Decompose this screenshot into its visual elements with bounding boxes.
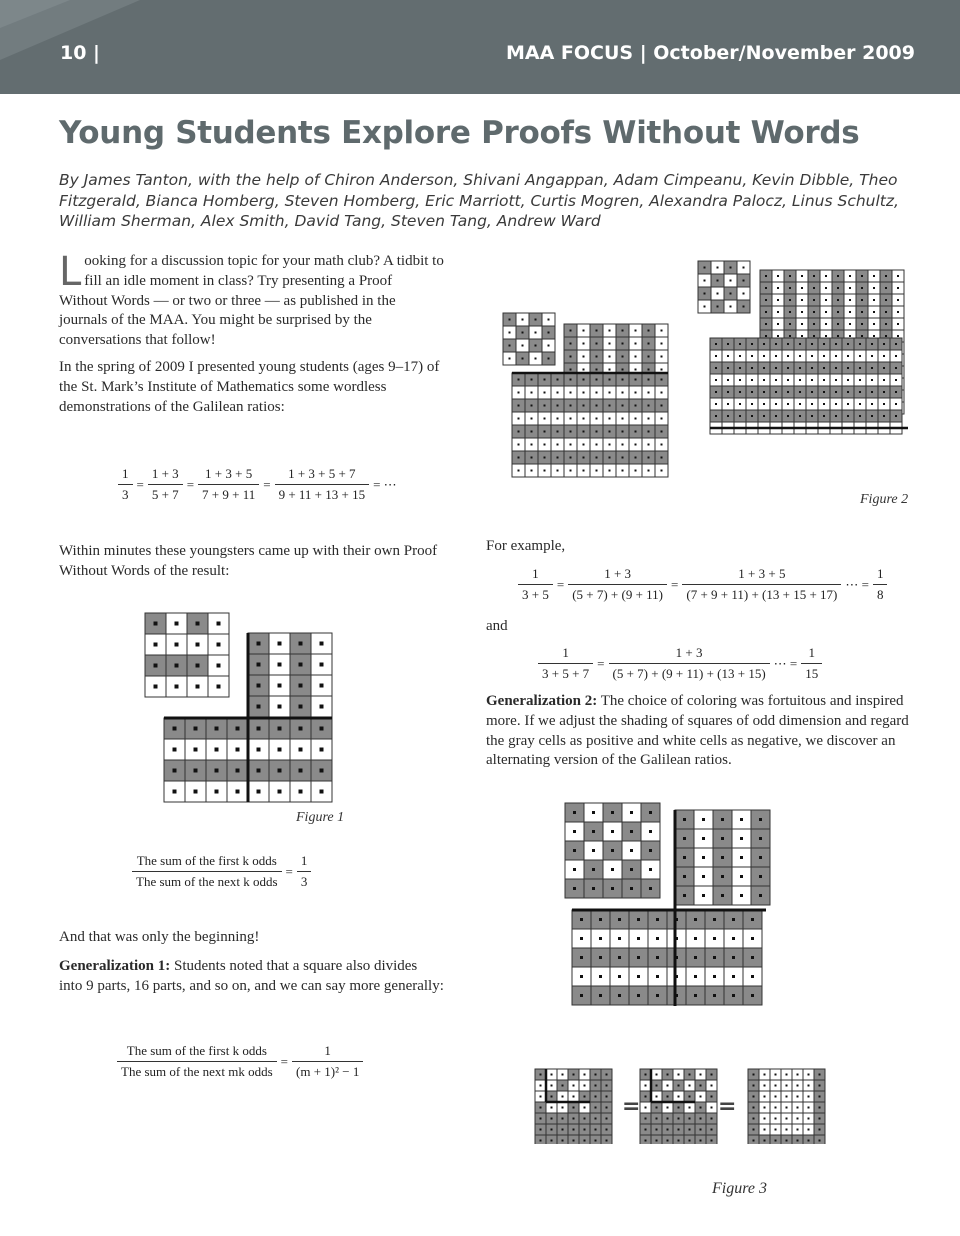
frac-den: 8 <box>876 587 884 602</box>
frac-num: 1 <box>801 645 822 664</box>
frac-num: 1 + 3 + 5 + 7 <box>275 466 370 485</box>
frac-num: 1 <box>297 853 312 872</box>
example-equation-1 <box>518 566 887 603</box>
grid-block <box>710 338 902 434</box>
example-equation-2 <box>538 645 822 682</box>
frac-den: 15 <box>805 666 819 681</box>
ellipsis-tail: ⋯ = <box>845 576 869 592</box>
frac-num: 1 <box>873 566 888 585</box>
grid-block <box>145 613 229 697</box>
equals-sign: = <box>136 476 144 492</box>
frac-den: (7 + 9 + 11) + (13 + 15 + 17) <box>686 587 838 602</box>
beginning-paragraph: And that was only the beginning! <box>59 929 260 945</box>
ellipsis-tail: ⋯ = <box>773 655 798 671</box>
frac-num: 1 <box>538 645 593 664</box>
page-number: 10 | <box>60 42 100 64</box>
equals-sign: = <box>597 655 605 671</box>
frac-den: 7 + 9 + 11 <box>202 487 256 502</box>
grid-block <box>512 373 668 477</box>
frac-num: 1 <box>518 566 553 585</box>
frac-num: 1 + 3 <box>609 645 770 664</box>
figure-3-bottom-diagrams <box>530 1064 830 1144</box>
grid-block <box>248 633 332 717</box>
grid-block <box>565 803 660 898</box>
figure-1-caption: Figure 1 <box>296 810 345 825</box>
article-byline: By James Tanton, with the help of Chiron Anderson, Shivani Angappan, Adam Cimpeanu, Kevin Dibble, Theo Fitzgerald, Bianca Homberg, Steven Homberg, Eric Marriott, Curtis Mogren, Alexandra Palocz, Linus Schultz, William Sherman, Alex Smith, David Tang, Steven Tang, Andrew Ward <box>59 171 899 230</box>
equals-sign-1: = <box>622 1094 641 1119</box>
grid-block <box>572 910 762 1005</box>
ellipsis-tail: = ⋯ <box>373 476 397 492</box>
equals-sign: = <box>186 476 195 492</box>
frac-den: 3 <box>300 874 308 889</box>
grid-block <box>748 1069 825 1144</box>
generalization-1-paragraph <box>59 957 444 997</box>
frac-num: 1 + 3 <box>568 566 667 585</box>
frac-den: 5 + 7 <box>151 487 179 502</box>
figure-3-main-diagram <box>560 798 780 1020</box>
equals-sign: = <box>263 476 271 492</box>
equals-sign: = <box>556 576 565 592</box>
and-text: and <box>486 618 508 634</box>
ratio-equation-1 <box>132 853 311 890</box>
frac-num: 1 + 3 <box>148 466 183 485</box>
frac-den: 3 <box>122 487 129 502</box>
grid-block <box>698 261 750 313</box>
frac-den: (m + 1)² − 1 <box>296 1064 360 1079</box>
frac-num: 1 <box>118 466 133 485</box>
ratio-denominator: The sum of the next mk odds <box>121 1064 273 1079</box>
ratio-numerator: The sum of the first k odds <box>132 853 282 872</box>
magazine-issue: MAA FOCUS | October/November 2009 <box>505 42 915 64</box>
frac-den: (5 + 7) + (9 + 11) <box>572 587 664 602</box>
drop-cap: L <box>59 249 82 295</box>
grid-block <box>675 810 770 905</box>
frac-num: 1 + 3 + 5 <box>198 466 259 485</box>
generalization-2-paragraph <box>486 692 914 771</box>
frac-den: 9 + 11 + 13 + 15 <box>278 487 366 502</box>
frac-num: 1 <box>292 1043 363 1062</box>
frac-den: 3 + 5 <box>522 587 549 602</box>
article-title: Young Students Explore Proofs Without Words <box>59 115 860 151</box>
header-banner <box>0 0 960 94</box>
equals-sign: = <box>285 863 293 879</box>
figure-3-caption: Figure 3 <box>712 1180 767 1197</box>
youngsters-paragraph: Within minutes these youngsters came up with their own Proof Without Words of the result: <box>59 543 438 579</box>
generalization-1-text: Students noted that a square also divides into 9 parts, 16 parts, and so on, and we can say more generally: <box>59 958 444 994</box>
frac-den: 3 + 5 + 7 <box>542 666 590 681</box>
for-example-text: For example, <box>486 538 566 554</box>
equals-sign: = <box>280 1053 288 1069</box>
grid-block <box>503 313 555 365</box>
galilean-intro-paragraph: In the spring of 2009 I presented young students (ages 9–17) of the St. Mark’s Institute of Mathematics some wordless demonstrations of the Galilean ratios: <box>59 359 440 415</box>
frac-den: (5 + 7) + (9 + 11) + (13 + 15) <box>612 666 766 681</box>
figure-1-diagram <box>140 608 350 813</box>
generalization-2-label: Generalization 2: <box>486 693 598 709</box>
intro-text: ooking for a discussion topic for your math club? A tidbit to fill an idle moment in class? Try presenting a Proof Without Words — or two or three — as published in the journals of the MAA. You might be surprised by the conversations that follow! <box>59 253 444 349</box>
frac-num: 1 + 3 + 5 <box>682 566 841 585</box>
galilean-ratio-equation <box>118 466 401 503</box>
ratio-numerator: The sum of the first k odds <box>117 1043 277 1062</box>
ratio-equation-2 <box>117 1043 363 1080</box>
intro-paragraph <box>59 249 444 351</box>
ratio-denominator: The sum of the next k odds <box>136 874 278 889</box>
figure-2-diagram <box>498 258 913 483</box>
generalization-2-text: The choice of coloring was fortuitous and inspired more. If we adjust the shading of squares of odd dimension and regard the gray cells as positive and white cells as negative, we discover an alternating version of the Galilean ratios. <box>486 693 909 769</box>
equals-sign: = <box>671 576 679 592</box>
generalization-1-label: Generalization 1: <box>59 958 171 974</box>
figure-2-caption: Figure 2 <box>860 492 909 507</box>
equals-sign-2: = <box>718 1094 737 1119</box>
